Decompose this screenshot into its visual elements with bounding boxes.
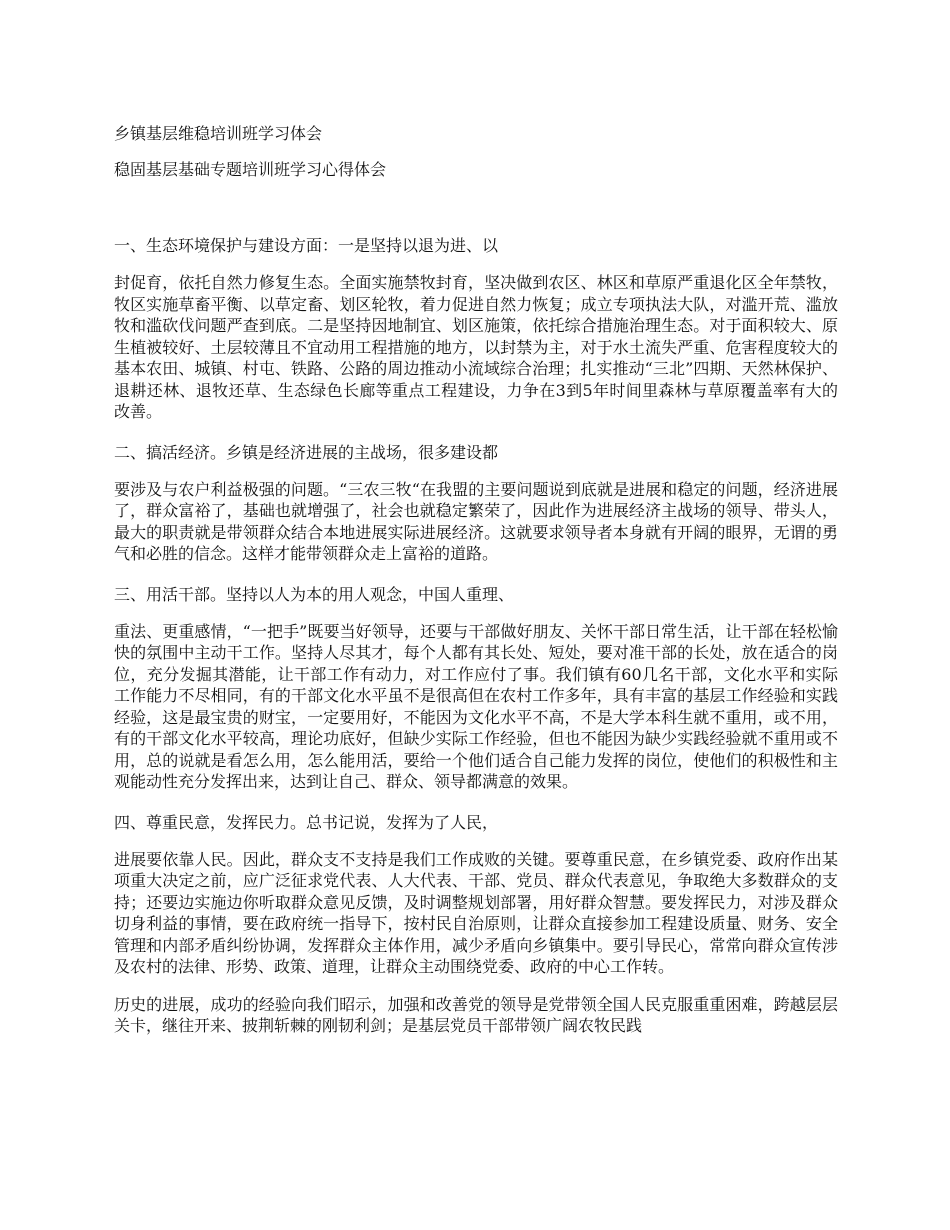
section-1-heading: 一、生态环境保护与建设方面：一是坚持以退为进、以 — [114, 236, 499, 255]
section-4-heading: 四、尊重民意，发挥民力。总书记说，发挥为了人民， — [114, 812, 499, 832]
section-1-body: 封促育，依托自然力修复生态。全面实施禁牧封育，坚决做到农区、林区和草原严重退化区全年禁牧，牧区实施草畜平衡、以草定畜、划区轮牧，着力促进自然力恢复；成立专项执法大队，对滥开荒、滥放牧和滥砍伐问题严查到底。二是坚持因地制宜、划区施策，依托综合措施治理生态。对于面积较大、原生植被较好、土层较薄且不宜动用工程措施的地方，以封禁为主，对于水土流失严重、危害程度较大的基本农田、城镇、村屯、铁路、公路的周边推动小流域综合治理；扎实推动“三北”四期、天然林保护、退耕还林、退牧还草、生态绿色长廊等重点工程建设，力争在3到5年时间里森林与草原覆盖率有大的改善。 — [114, 273, 838, 421]
section-2-heading: 二、搞活经济。乡镇是经济进展的主战场，很多建设都 — [114, 442, 499, 462]
section-4-body: 进展要依靠人民。因此，群众支不支持是我们工作成败的关键。要尊重民意，在乡镇党委、政府作出某项重大决定之前，应广泛征求党代表、人大代表、干部、党员、群众代表意见，争取绝大多数群众的支持；还要边实施边你听取群众意见反馈，及时调整规划部署，用好群众智慧。要发挥民力，对涉及群众切身利益的事情，要在政府统一指导下，按村民自治原则，让群众直接参加工程建设质量、财务、安全管理和内部矛盾纠纷协调，发挥群众主体作用，减少矛盾向乡镇集中。要引导民心，常常向群众宣传涉及农村的法律、形势、政策、道理，让群众主动围绕党委、政府的中心工作转。 — [114, 849, 838, 976]
section-3-heading: 三、用活干部。坚持以人为本的用人观念，中国人重理、 — [114, 584, 515, 604]
document-title: 乡镇基层维稳培训班学习体会 — [114, 124, 323, 143]
document-page — [114, 120, 838, 1053]
section-3-body: 重法、更重感情，“一把手”既要当好领导，还要与干部做好朋友、关怀干部日常生活，让干部在轻松愉快的氛围中主动干工作。坚持人尽其才，每个人都有其长处、短处，要对准干部的长处，放在适合的岗位，充分发掘其潜能，让干部工作有动力，对工作应付了事。我们镇有60几名干部，文化水平和实际工作能力不尽相同，有的干部文化水平虽不是很高但在农村工作多年，具有丰富的基层工作经验和实践经验，这是最宝贵的财宝，一定要用好，不能因为文化水平不高，不是大学本科生就不重用，或不用，有的干部文化水平较高，理论功底好，但缺少实际工作经验，但也不能因为缺少实践经验就不重用或不用，总的说就是看怎么用，怎么能用活，要给一个他们适合自己能力发挥的岗位，使他们的积极性和主观能动性充分发挥出来，达到让自己、群众、领导都满意的效果。 — [114, 621, 838, 791]
document-subtitle: 稳固基层基础专题培训班学习心得体会 — [114, 160, 387, 179]
closing-paragraph: 历史的进展，成功的经验向我们昭示，加强和改善党的领导是党带领全国人民克服重重困难，跨越层层关卡，继往开来、披荆斩棘的刚韧利剑；是基层党员干部带领广阔农牧民践 — [114, 994, 838, 1035]
section-2-body: 要涉及与农户利益极强的问题。“三农三牧“在我盟的主要问题说到底就是进展和稳定的问题，经济进展了，群众富裕了，基础也就增强了，社会也就稳定繁荣了，因此作为进展经济主战场的领导、带头人，最大的职责就是带领群众结合本地进展实际进展经济。这就要求领导者本身就有开阔的眼界，无谓的勇气和必胜的信念。这样才能带领群众走上富裕的道路。 — [114, 479, 838, 563]
